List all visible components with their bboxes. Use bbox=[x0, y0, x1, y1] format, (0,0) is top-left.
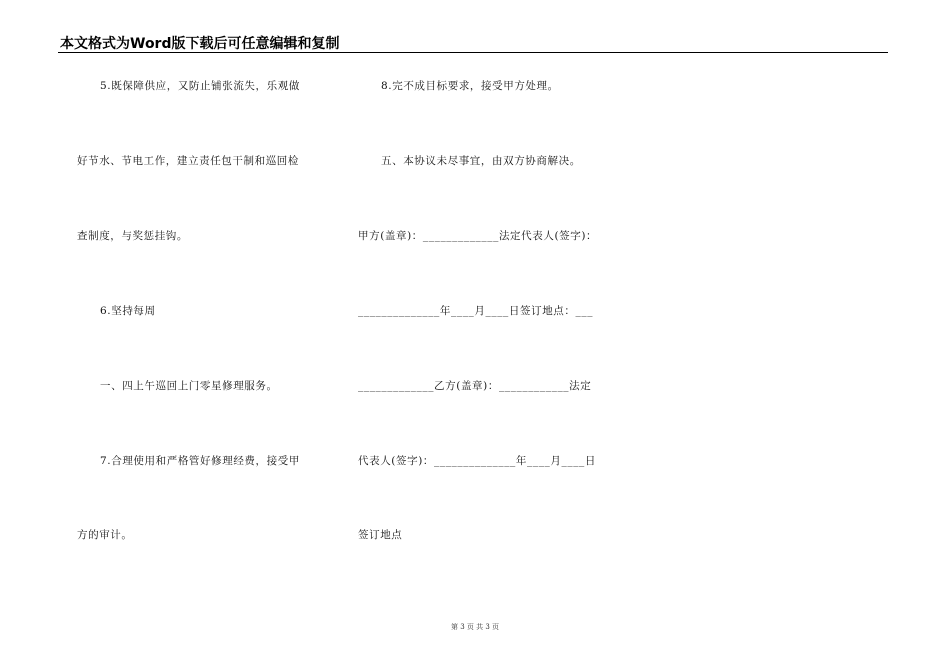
right-line-4: ______________年____月____日签订地点：___ bbox=[358, 305, 594, 317]
right-line-5: _____________乙方(盖章)：____________法定 bbox=[358, 380, 592, 392]
page-number-footer: 第 3 页 共 3 页 bbox=[450, 623, 500, 631]
left-line-4: 6.坚持每周 bbox=[100, 305, 156, 317]
left-line-7: 方的审计。 bbox=[77, 529, 133, 541]
left-line-5: 一、四上午巡回上门零星修理服务。 bbox=[100, 380, 278, 392]
right-line-2: 五、本协议未尽事宜，由双方协商解决。 bbox=[381, 155, 581, 167]
right-line-3: 甲方(盖章)：_____________法定代表人(签字)： bbox=[358, 230, 598, 242]
left-line-2: 好节水、节电工作，建立责任包干制和巡回检 bbox=[77, 155, 299, 167]
right-line-1: 8.完不成目标要求，接受甲方处理。 bbox=[381, 80, 559, 92]
left-line-1: 5.既保障供应，又防止铺张流失，乐观做 bbox=[100, 80, 300, 92]
document-header-title: 本文格式为Word版下载后可任意编辑和复制 bbox=[60, 36, 340, 52]
header-divider bbox=[58, 52, 888, 53]
left-line-3: 查制度，与奖惩挂钩。 bbox=[77, 230, 188, 242]
right-line-7: 签订地点 bbox=[358, 529, 403, 541]
right-line-6: 代表人(签字)：______________年____月____日 bbox=[358, 455, 596, 467]
left-line-6: 7.合理使用和严格管好修理经费，接受甲 bbox=[100, 455, 300, 467]
